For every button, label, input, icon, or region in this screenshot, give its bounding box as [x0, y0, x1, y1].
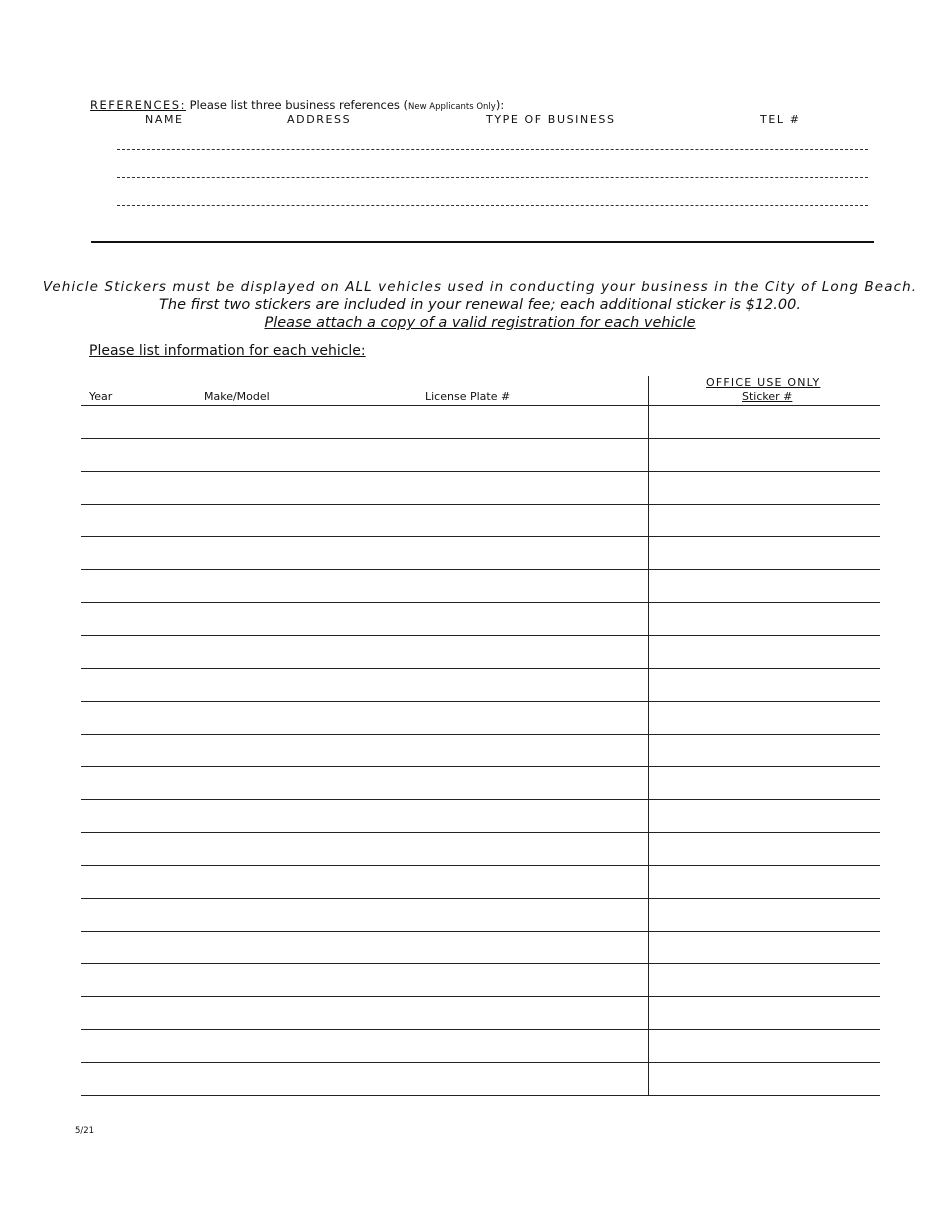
- table-row[interactable]: [81, 1029, 880, 1030]
- references-small-note: New Applicants Only: [408, 102, 496, 112]
- ref-col-type: TYPE OF BUSINESS: [486, 113, 616, 126]
- table-row[interactable]: [81, 602, 880, 603]
- references-text: Please list three business references (: [185, 98, 409, 112]
- table-row[interactable]: [81, 799, 880, 800]
- ref-col-name: NAME: [145, 113, 184, 126]
- table-row[interactable]: [81, 766, 880, 767]
- table-row[interactable]: [81, 701, 880, 702]
- reference-line-2[interactable]: [117, 177, 868, 178]
- table-row[interactable]: [81, 931, 880, 932]
- sticker-fee-notice: The first two stickers are included in your renewal fee; each additional sticker is $12.00.: [159, 297, 801, 313]
- office-use-divider: [648, 376, 649, 1096]
- reference-line-1[interactable]: [117, 149, 868, 150]
- references-close: ):: [495, 98, 505, 112]
- references-label: REFERENCES:: [90, 98, 186, 112]
- col-make-model: Make/Model: [204, 390, 270, 403]
- col-license-plate: License Plate #: [425, 390, 511, 403]
- col-year: Year: [89, 390, 113, 403]
- table-row[interactable]: [81, 1062, 880, 1063]
- vehicle-list-label: Please list information for each vehicle:: [89, 343, 366, 359]
- section-divider: [91, 241, 874, 243]
- table-row[interactable]: [81, 569, 880, 570]
- table-header-rule: [81, 405, 880, 406]
- reference-line-3[interactable]: [117, 205, 868, 206]
- table-row[interactable]: [81, 832, 880, 833]
- table-row[interactable]: [81, 635, 880, 636]
- registration-notice: Please attach a copy of a valid registration for each vehicle: [264, 315, 696, 331]
- sticker-notice: Vehicle Stickers must be displayed on ALL vehicles used in conducting your business in the City of Long Beach.: [42, 279, 918, 295]
- table-row[interactable]: [81, 471, 880, 472]
- ref-col-tel: TEL #: [760, 113, 801, 126]
- table-row[interactable]: [81, 668, 880, 669]
- table-row[interactable]: [81, 1095, 880, 1096]
- table-row[interactable]: [81, 504, 880, 505]
- references-heading: [90, 98, 504, 112]
- table-row[interactable]: [81, 963, 880, 964]
- col-sticker: Sticker #: [742, 390, 793, 403]
- revision-date: 5/21: [75, 1126, 95, 1136]
- table-row[interactable]: [81, 898, 880, 899]
- table-row[interactable]: [81, 438, 880, 439]
- table-row[interactable]: [81, 536, 880, 537]
- table-row[interactable]: [81, 734, 880, 735]
- ref-col-address: ADDRESS: [287, 113, 352, 126]
- office-use-only: OFFICE USE ONLY: [706, 376, 821, 389]
- table-row[interactable]: [81, 865, 880, 866]
- table-row[interactable]: [81, 996, 880, 997]
